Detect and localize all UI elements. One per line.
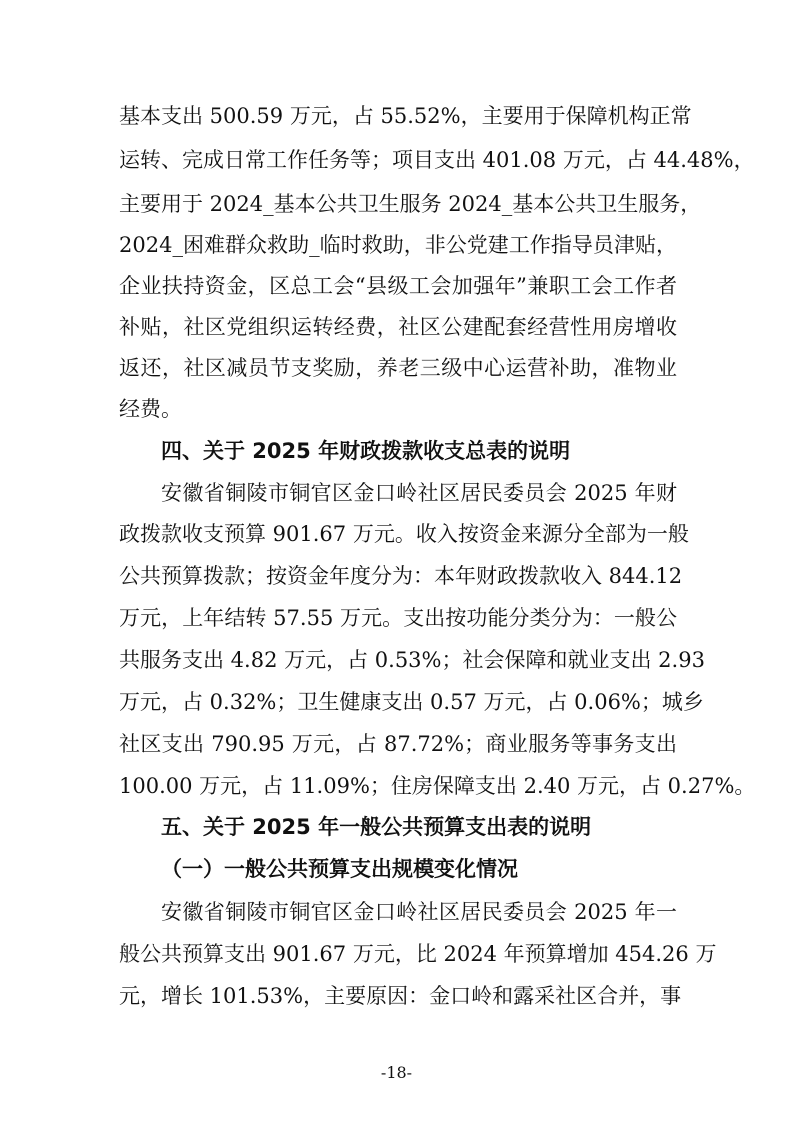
section-heading-4: 四、关于 2025 年财政拨款收支总表的说明: [161, 439, 571, 463]
paragraph-line: 万元，占 0.32%；卫生健康支出 0.57 万元，占 0.06%；城乡: [119, 690, 704, 714]
page-number: -18-: [380, 1063, 413, 1082]
paragraph-line: 主要用于 2024_基本公共卫生服务 2024_基本公共卫生服务，: [119, 192, 702, 216]
paragraph-line: 返还，社区减员节支奖励，养老三级中心运营补助，准物业: [119, 356, 677, 380]
paragraph-line: 经费。: [119, 397, 182, 421]
paragraph-line: 安徽省铜陵市铜官区金口岭社区居民委员会 2025 年财: [161, 481, 677, 505]
paragraph-line: 社区支出 790.95 万元，占 87.72%；商业服务等事务支出: [119, 732, 677, 756]
paragraph-line: 补贴，社区党组织运转经费，社区公建配套经营性用房增收: [119, 315, 677, 339]
section-heading-5: 五、关于 2025 年一般公共预算支出表的说明: [161, 815, 592, 839]
paragraph-line: 元，增长 101.53%，主要原因：金口岭和露采社区合并，事: [119, 984, 682, 1008]
paragraph-line: 100.00 万元，占 11.09%；住房保障支出 2.40 万元，占 0.27%。: [119, 774, 756, 798]
paragraph-line: 2024_困难群众救助_临时救助，非公党建工作指导员津贴，: [119, 233, 677, 257]
paragraph-line: 般公共预算支出 901.67 万元，比 2024 年预算增加 454.26 万: [119, 942, 717, 966]
paragraph-line: 公共预算拨款；按资金年度分为：本年财政拨款收入 844.12: [119, 564, 683, 588]
paragraph-line: 政拨款收支预算 901.67 万元。收入按资金来源分全部为一般: [119, 522, 689, 546]
paragraph-line: 基本支出 500.59 万元，占 55.52%，主要用于保障机构正常: [119, 104, 692, 128]
paragraph-line: 企业扶持资金，区总工会“县级工会加强年”兼职工会工作者: [119, 274, 677, 298]
paragraph-line: 安徽省铜陵市铜官区金口岭社区居民委员会 2025 年一: [161, 900, 677, 924]
paragraph-line: 运转、完成日常工作任务等；项目支出 401.08 万元，占 44.48%，: [119, 148, 755, 172]
paragraph-line: 万元，上年结转 57.55 万元。支出按功能分类分为：一般公: [119, 606, 677, 630]
paragraph-line: 共服务支出 4.82 万元，占 0.53%；社会保障和就业支出 2.93: [119, 648, 705, 672]
subsection-heading: （一）一般公共预算支出规模变化情况: [161, 856, 518, 881]
